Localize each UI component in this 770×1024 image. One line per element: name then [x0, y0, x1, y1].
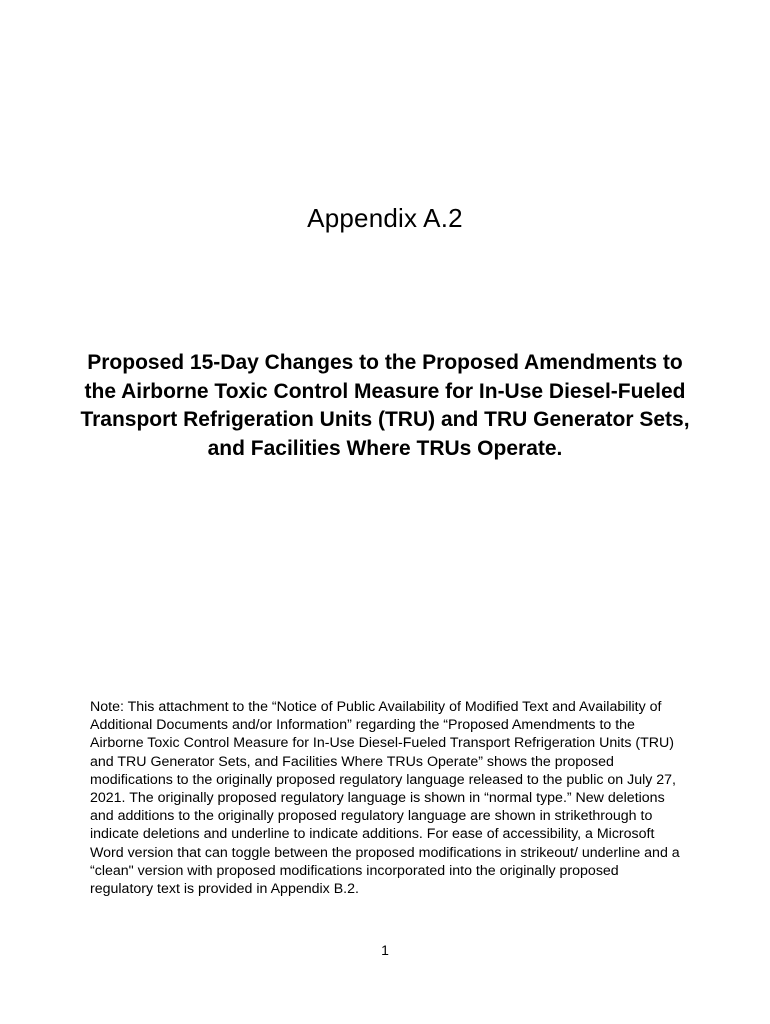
- document-title: Proposed 15-Day Changes to the Proposed Amendments to the Airborne Toxic Control Measure for In-Use Diesel-Fueled Transport Refrigeration Units (TRU) and TRU Generator Sets, and Facilities Where TRUs Operate.: [80, 351, 690, 460]
- appendix-title: Appendix A.2: [307, 203, 463, 233]
- page-number: 1: [381, 942, 389, 958]
- note-paragraph: Note: This attachment to the “Notice of Public Availability of Modified Text and Availability of Additional Documents and/or Information” regarding the “Proposed Amendments to the Airborne Toxic Control Measure for In-Use Diesel-Fueled Transport Refrigeration Units (TRU) and TRU Generator Sets, and Facilities Where TRUs Operate” shows the proposed modifications to the originally proposed regulatory language released to the public on July 27, 2021. The originally proposed regulatory language is shown in “normal type.” New deletions and additions to the originally proposed regulatory language are shown in strikethrough to indicate deletions and underline to indicate additions. For ease of accessibility, a Microsoft Word version that can toggle between the proposed modifications in strikeout/ underline and a “clean" version with proposed modifications incorporated into the originally proposed regulatory text is provided in Appendix B.2.: [90, 699, 680, 898]
